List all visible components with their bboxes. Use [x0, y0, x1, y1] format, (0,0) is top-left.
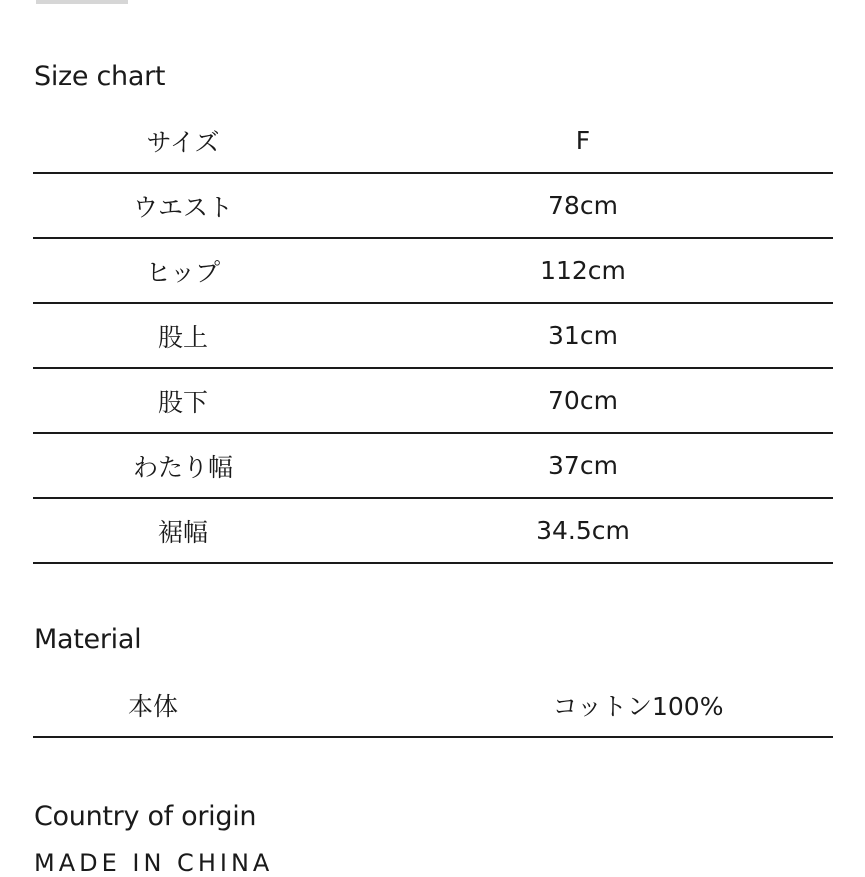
size-header-label: サイズ — [146, 127, 220, 157]
material-part-label: 本体 — [127, 691, 178, 721]
measurement-label: わたり幅 — [132, 452, 233, 482]
material-title: Material — [34, 624, 142, 655]
measurement-label: ヒップ — [145, 257, 221, 287]
table-row — [33, 239, 833, 304]
measurement-value: 78cm — [548, 191, 618, 220]
measurement-label: 股上 — [157, 322, 208, 352]
size-header-row — [33, 109, 833, 174]
size-chart-title: Size chart — [34, 61, 166, 92]
country-of-origin-value: MADE IN CHINA — [34, 849, 274, 877]
table-row — [33, 673, 833, 738]
measurement-value: 112cm — [540, 256, 626, 285]
measurement-value: 37cm — [548, 451, 618, 480]
measurement-value: 70cm — [548, 386, 618, 415]
size-chart-table — [33, 109, 833, 564]
measurement-value: 31cm — [548, 321, 618, 350]
material-composition: コットン100% — [552, 691, 724, 721]
table-row — [33, 369, 833, 434]
table-row — [33, 499, 833, 564]
measurement-label: 裾幅 — [157, 517, 208, 547]
table-row — [33, 304, 833, 369]
measurement-value: 34.5cm — [536, 516, 630, 545]
table-row — [33, 434, 833, 499]
measurement-label: 股下 — [157, 387, 208, 417]
measurement-label: ウエスト — [132, 192, 233, 222]
country-of-origin-title: Country of origin — [34, 801, 257, 832]
top-edge-fragment — [36, 0, 128, 4]
material-table — [33, 673, 833, 738]
table-row — [33, 174, 833, 239]
size-header-value: F — [575, 126, 591, 155]
